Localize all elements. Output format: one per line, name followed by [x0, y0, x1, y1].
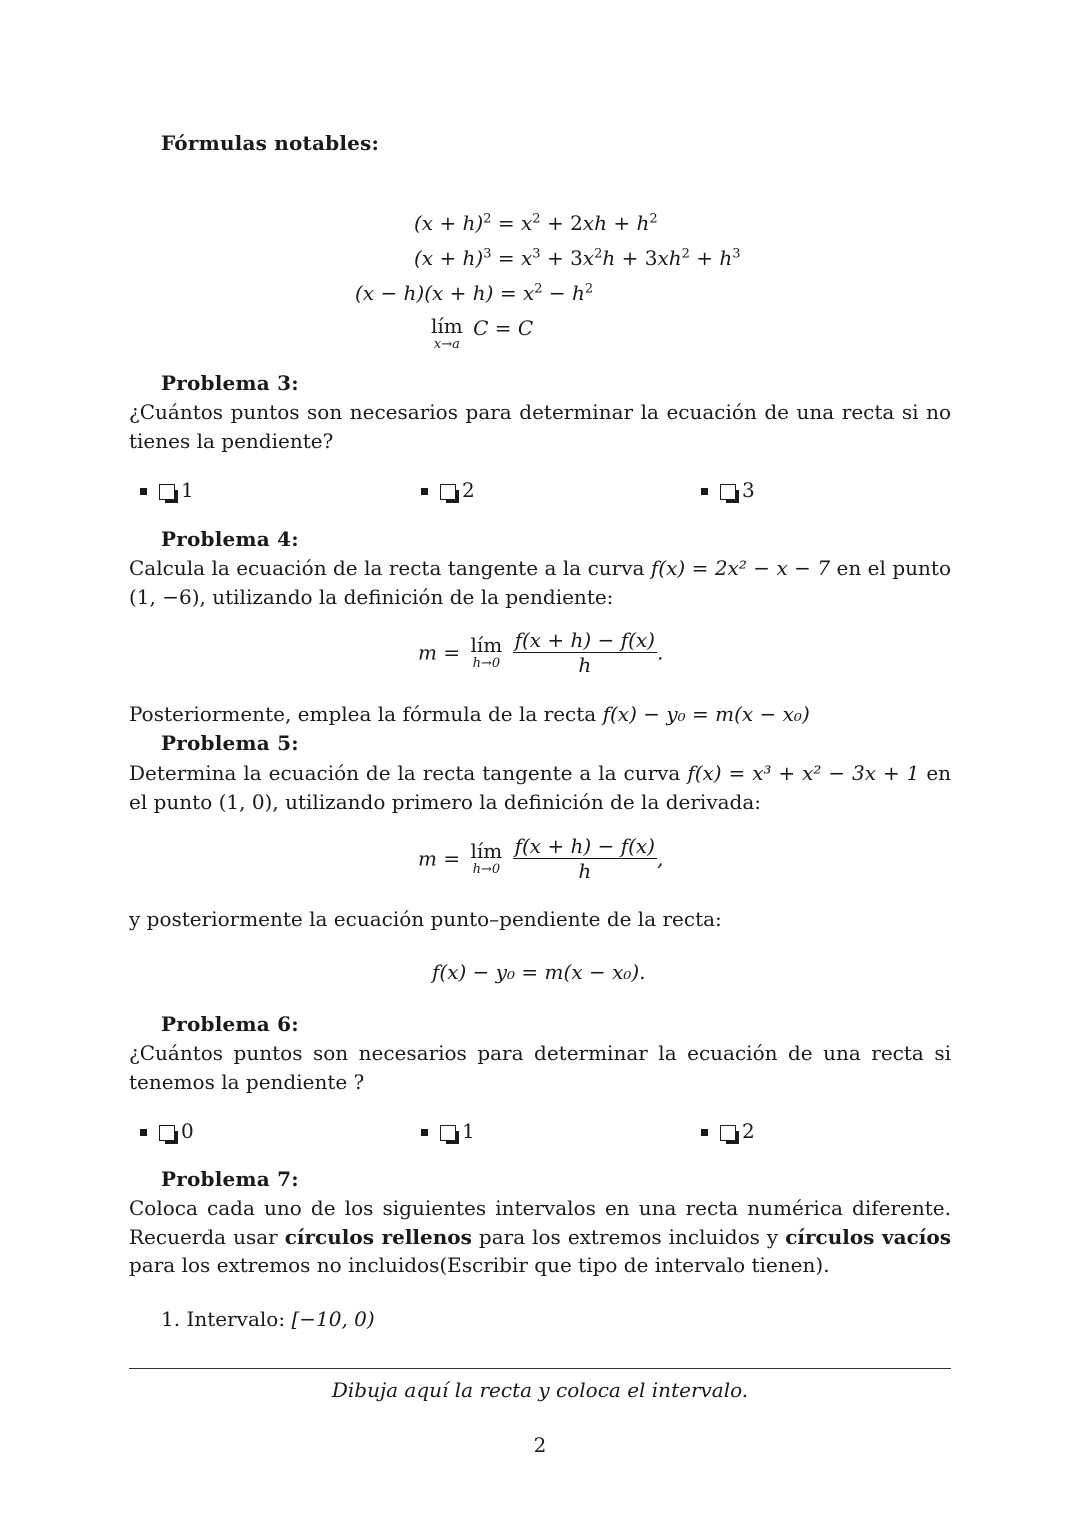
- drawing-rule: [129, 1368, 951, 1369]
- point-slope-formula: f(x) − y₀ = m(x − x₀).: [432, 960, 646, 984]
- checkbox-icon[interactable]: [440, 484, 456, 500]
- problem4-followup-formula: f(x) − y₀ = m(x − x₀): [602, 702, 810, 726]
- lim-word: lím: [431, 314, 463, 338]
- bullet-icon: [421, 1129, 428, 1136]
- problem5-followup: y posteriormente la ecuación punto–pendiente de la recta:: [129, 907, 722, 931]
- problem4-followup-text: Posteriormente, emplea la fórmula de la recta: [129, 702, 597, 726]
- problem6-heading: Problema 6:: [161, 1012, 299, 1036]
- problem4-heading: Problema 4:: [161, 527, 299, 551]
- fraction-numerator: f(x + h) − f(x): [514, 834, 655, 858]
- lim-word: lím: [470, 633, 503, 657]
- item-label: Intervalo:: [186, 1307, 286, 1331]
- option-label: 2: [462, 478, 475, 502]
- m-equals: m =: [418, 846, 461, 871]
- problem6-option-1[interactable]: [140, 1119, 194, 1143]
- bullet-icon: [421, 488, 428, 495]
- page-number: 2: [533, 1433, 547, 1457]
- lim-sub: x→a: [433, 337, 460, 352]
- problem7-heading: Problema 7:: [161, 1167, 299, 1191]
- problem4-function: f(x) = 2x² − x − 7: [650, 556, 831, 580]
- problem5-text-a: Determina la ecuación de la recta tangente a la curva: [129, 761, 681, 785]
- interval-item: [161, 1307, 375, 1331]
- problem3-option-3[interactable]: [701, 478, 755, 502]
- problem3-text: ¿Cuántos puntos son necesarios para determinar la ecuación de una recta si no tienes la pendiente?: [129, 400, 951, 453]
- bullet-icon: [140, 1129, 147, 1136]
- problem7-text-c: para los extremos no incluidos(Escribir que tipo de intervalo tienen).: [129, 1253, 830, 1277]
- problem3-option-2[interactable]: [421, 478, 475, 502]
- problem4-text: [129, 554, 951, 611]
- problem4-followup: [129, 702, 810, 726]
- problem5-text: [129, 759, 951, 816]
- problem5-derivative-definition: m = lím h→0 $\frac{f(x + h) - f(x)}{h}$ ,: [418, 834, 664, 883]
- problem4-text-b: en el punto (1, −6), utilizando la definición de la pendiente:: [129, 556, 951, 609]
- bullet-icon: [140, 488, 147, 495]
- problem4-text-a: Calcula la ecuación de la recta tangente a la curva: [129, 556, 645, 580]
- m-equals: m =: [418, 640, 461, 665]
- lim-word: lím: [470, 839, 503, 863]
- checkbox-icon[interactable]: [440, 1125, 456, 1141]
- problem5-heading: Problema 5:: [161, 731, 299, 755]
- checkbox-icon[interactable]: [159, 484, 175, 500]
- lim-rest: C = C: [473, 316, 534, 340]
- bullet-icon: [701, 488, 708, 495]
- problem5-text-b: en el punto (1, 0), utilizando primero la definición de la derivada:: [129, 761, 952, 814]
- checkbox-icon[interactable]: [159, 1125, 175, 1141]
- fraction-numerator: f(x + h) − f(x): [514, 628, 655, 652]
- formula-cube: $(x + h)^3 = x^3 + 3x^2h + 3xh^2 + h^3$: [414, 246, 741, 270]
- lim-sub: h→0: [472, 862, 501, 877]
- checkbox-icon[interactable]: [720, 1125, 736, 1141]
- option-label: 1: [462, 1119, 475, 1143]
- problem4-slope-definition: m = lím h→0 $\frac{f(x + h) - f(x)}{h}$ .: [418, 628, 664, 677]
- fraction-denominator: h: [578, 653, 592, 677]
- checkbox-icon[interactable]: [720, 484, 736, 500]
- formula-limit-constant: [431, 316, 533, 351]
- problem7-bold-filled: círculos rellenos: [284, 1224, 472, 1249]
- drawing-caption: Dibuja aquí la recta y coloca el intervalo.: [331, 1378, 749, 1402]
- problem7-text-a: Coloca cada uno de los siguientes intervalos en una recta numérica diferente. Recuerda usar: [129, 1196, 951, 1249]
- problem6-option-2[interactable]: [421, 1119, 475, 1143]
- item-interval: [−10, 0): [291, 1307, 375, 1331]
- option-label: 1: [181, 478, 194, 502]
- lim-sub: h→0: [472, 656, 501, 671]
- problem3-option-1[interactable]: [140, 478, 194, 502]
- bullet-icon: [701, 1129, 708, 1136]
- option-label: 0: [181, 1119, 194, 1143]
- problem3-heading: Problema 3:: [161, 371, 299, 395]
- problem5-function: f(x) = x³ + x² − 3x + 1: [687, 761, 920, 785]
- option-label: 2: [742, 1119, 755, 1143]
- formula-difference-squares: $(x - h)(x + h) = x^2 - h^2$: [355, 281, 594, 305]
- item-number: 1.: [161, 1307, 181, 1331]
- formula-square: $(x + h)^2 = x^2 + 2xh + h^2$: [414, 211, 658, 235]
- formulas-heading: Fórmulas notables:: [161, 131, 380, 155]
- option-label: 3: [742, 478, 755, 502]
- problem7-bold-empty: círculos vacíos: [785, 1224, 951, 1249]
- problem6-option-3[interactable]: [701, 1119, 755, 1143]
- problem7-text-b: para los extremos incluidos y: [471, 1224, 786, 1249]
- problem6-text: ¿Cuántos puntos son necesarios para determinar la ecuación de una recta si tenemos la pendiente ?: [129, 1041, 951, 1094]
- problem7-text: [129, 1194, 951, 1280]
- fraction-denominator: h: [578, 859, 592, 883]
